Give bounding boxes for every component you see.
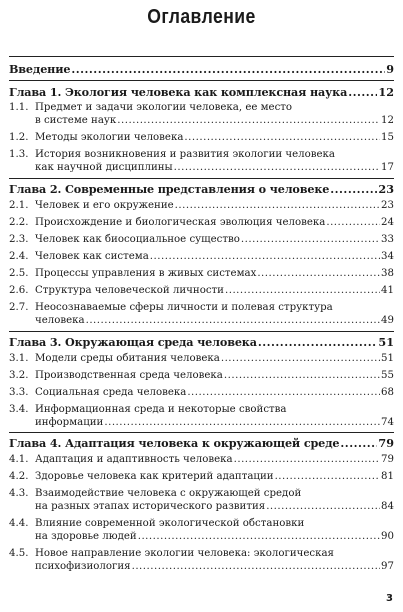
dot-leader — [241, 233, 380, 246]
toc-item-4-5[interactable] — [9, 547, 394, 573]
toc-item-3-1[interactable] — [9, 352, 394, 365]
toc-item-3-4[interactable] — [9, 403, 394, 429]
toc-item-2-1[interactable] — [9, 199, 394, 212]
toc-item-4-3[interactable] — [9, 487, 394, 513]
item-number: 4.5. — [9, 548, 29, 559]
toc-chapter-2[interactable] — [9, 182, 394, 197]
item-number: 2.6. — [9, 285, 29, 296]
item-number: 1.3. — [9, 149, 29, 160]
item-title: Модели среды обитания человека — [35, 353, 220, 364]
dot-leader — [257, 267, 380, 280]
toc-item-1-2[interactable] — [9, 131, 394, 144]
item-number: 4.2. — [9, 471, 29, 482]
toc-intro-title: Введение — [9, 62, 71, 76]
toc-item-2-4[interactable] — [9, 250, 394, 263]
dot-leader — [224, 369, 380, 382]
item-number: 2.2. — [9, 217, 29, 228]
dot-leader — [104, 416, 380, 429]
item-number: 4.1. — [9, 454, 29, 465]
chapter-title: Глава 2. Современные представления о человеке — [9, 182, 330, 196]
item-title: Методы экологии человека — [35, 132, 184, 143]
item-title-cont: как научной дисциплины — [35, 162, 173, 173]
toc-item-4-2[interactable] — [9, 470, 394, 483]
chapter-page: 23 — [378, 182, 394, 196]
toc-item-2-7[interactable] — [9, 301, 394, 327]
page-number: 3 — [386, 593, 393, 604]
toc-chapter-1[interactable] — [9, 85, 394, 100]
item-title: Человек как система — [35, 251, 149, 262]
dot-leader — [225, 284, 380, 297]
toc-item-1-1[interactable] — [9, 101, 394, 127]
dot-leader — [86, 314, 380, 327]
item-page: 41 — [381, 285, 394, 296]
item-page: 24 — [381, 217, 394, 228]
item-page: 55 — [381, 370, 394, 381]
item-title: Структура человеческой личности — [35, 285, 224, 296]
item-title: Здоровье человека как критерий адаптации — [35, 471, 274, 482]
item-title: Взаимодействие человека с окружающей средой — [35, 488, 302, 499]
toc-chapter-4[interactable] — [9, 436, 394, 451]
item-title: Неосознаваемые сферы личности и полевая структура — [35, 302, 333, 313]
item-title: Информационная среда и некоторые свойства — [35, 404, 287, 415]
item-title-cont: информации — [35, 417, 104, 428]
dot-leader — [132, 560, 380, 573]
toc-item-2-6[interactable] — [9, 284, 394, 297]
dot-leader — [138, 530, 380, 543]
item-page: 49 — [381, 315, 394, 326]
item-page: 51 — [381, 353, 394, 364]
chapter-page: 12 — [378, 85, 394, 99]
chapter-page: 51 — [378, 335, 394, 349]
item-number: 3.4. — [9, 404, 29, 415]
item-title: Новое направление экологии человека: экологическая — [35, 548, 334, 559]
item-title: Влияние современной экологической обстановки — [35, 518, 305, 529]
toc-item-3-2[interactable] — [9, 369, 394, 382]
item-title: Происхождение и биологическая эволюция человека — [35, 217, 326, 228]
toc-item-2-3[interactable] — [9, 233, 394, 246]
item-title: Производственная среда человека — [35, 370, 223, 381]
item-page: 79 — [381, 454, 394, 465]
item-page: 74 — [381, 417, 394, 428]
item-page: 15 — [381, 132, 394, 143]
item-page: 68 — [381, 387, 394, 398]
dot-leader — [150, 250, 380, 263]
item-number: 3.3. — [9, 387, 29, 398]
item-title: Социальная среда человека — [35, 387, 187, 398]
item-page: 12 — [381, 115, 394, 126]
item-page: 23 — [381, 200, 394, 211]
item-number: 3.1. — [9, 353, 29, 364]
page-title: Оглавление — [147, 6, 256, 28]
item-page: 97 — [381, 561, 394, 572]
dot-leader — [71, 62, 385, 77]
item-title-cont: человека — [35, 315, 85, 326]
item-title-cont: психофизиология — [35, 561, 131, 572]
toc-item-4-1[interactable] — [9, 453, 394, 466]
dot-leader — [330, 182, 377, 197]
chapter-title: Глава 3. Окружающая среда человека — [9, 335, 257, 349]
item-page: 81 — [381, 471, 394, 482]
item-title: Человек как биосоциальное существо — [35, 234, 240, 245]
item-number: 1.2. — [9, 132, 29, 143]
toc-item-3-3[interactable] — [9, 386, 394, 399]
item-title-cont: в системе наук — [35, 115, 117, 126]
item-title: История возникновения и развития экологии человека — [35, 149, 335, 160]
item-number: 1.1. — [9, 102, 29, 113]
dot-leader — [221, 352, 380, 365]
item-page: 17 — [381, 162, 394, 173]
dot-leader — [348, 85, 377, 100]
chapter-title: Глава 4. Адаптация человека к окружающей среде — [9, 436, 340, 450]
item-number: 3.2. — [9, 370, 29, 381]
item-page: 38 — [381, 268, 394, 279]
dot-leader — [187, 386, 380, 399]
item-title-cont: на разных этапах исторического развития — [35, 501, 266, 512]
item-number: 2.3. — [9, 234, 29, 245]
toc-chapter-3[interactable] — [9, 335, 394, 350]
dot-leader — [234, 453, 380, 466]
chapter-page: 79 — [378, 436, 394, 450]
item-page: 33 — [381, 234, 394, 245]
toc-item-1-3[interactable] — [9, 148, 394, 174]
item-title: Адаптация и адаптивность человека — [35, 454, 233, 465]
dot-leader — [340, 436, 377, 451]
item-number: 2.5. — [9, 268, 29, 279]
toc-item-2-5[interactable] — [9, 267, 394, 280]
dot-leader — [175, 199, 380, 212]
toc-item-4-4[interactable] — [9, 517, 394, 543]
dot-leader — [258, 335, 378, 350]
divider — [9, 432, 394, 433]
item-page: 90 — [381, 531, 394, 542]
divider — [9, 80, 394, 81]
item-title: Человек и его окружение — [35, 200, 174, 211]
item-number: 4.4. — [9, 518, 29, 529]
dot-leader — [275, 470, 380, 483]
dot-leader — [184, 131, 380, 144]
item-title-cont: на здоровье людей — [35, 531, 137, 542]
item-title: Процессы управления в живых системах — [35, 268, 257, 279]
dot-leader — [117, 114, 380, 127]
item-page: 34 — [381, 251, 394, 262]
divider — [9, 178, 394, 179]
item-number: 2.1. — [9, 200, 29, 211]
item-number: 2.7. — [9, 302, 29, 313]
toc-intro-page: 9 — [386, 62, 394, 76]
dot-leader — [266, 500, 380, 513]
toc-item-2-2[interactable] — [9, 216, 394, 229]
chapter-title: Глава 1. Экология человека как комплексная наука — [9, 85, 348, 99]
divider — [9, 56, 394, 57]
divider — [9, 331, 394, 332]
dot-leader — [174, 161, 380, 174]
item-title: Предмет и задачи экологии человека, ее место — [35, 102, 293, 113]
item-page: 84 — [381, 501, 394, 512]
item-number: 2.4. — [9, 251, 29, 262]
toc-intro[interactable] — [9, 62, 394, 77]
item-number: 4.3. — [9, 488, 29, 499]
dot-leader — [326, 216, 380, 229]
